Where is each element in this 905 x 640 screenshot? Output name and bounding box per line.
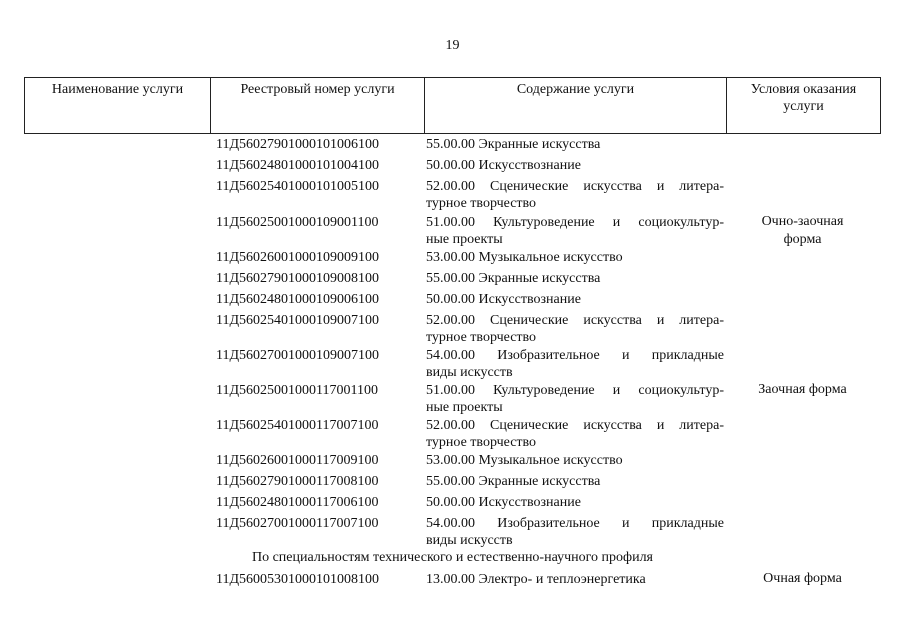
content-line: 54.00.00 Изобразительное и прикладные <box>426 348 724 363</box>
page-number: 19 <box>445 38 460 53</box>
service-content <box>426 270 724 287</box>
content-line-continued: ные проекты <box>426 232 503 247</box>
service-content <box>426 312 724 346</box>
service-content <box>426 291 724 308</box>
condition-ochno-zaochnaya <box>735 213 870 249</box>
registry-number: 11Д56024801000101004100 <box>216 158 380 173</box>
header-service-name: Наименование услуги <box>25 78 211 133</box>
header-conditions-line1: Условия оказания <box>750 82 857 97</box>
service-content <box>426 382 724 416</box>
content-line: 51.00.00 Культуроведение и социокультур- <box>426 215 724 230</box>
header-conditions <box>727 78 880 133</box>
content-line: 53.00.00 Музыкальное искусство <box>426 250 623 265</box>
content-line: 55.00.00 Экранные искусства <box>426 271 601 286</box>
content-line: 52.00.00 Сценические искусства и литера- <box>426 179 724 194</box>
registry-number: 11Д56027901000109008100 <box>216 271 380 286</box>
registry-number: 11Д56027901000117008100 <box>216 474 379 489</box>
registry-number: 11Д56027001000117007100 <box>216 516 379 531</box>
header-conditions-line2: услуги <box>783 99 824 114</box>
service-content <box>426 571 724 588</box>
content-line: 55.00.00 Экранные искусства <box>426 474 601 489</box>
content-line: 53.00.00 Музыкальное искусство <box>426 453 623 468</box>
content-line-continued: турное творчество <box>426 196 537 211</box>
content-line-continued: турное творчество <box>426 330 537 345</box>
condition-ochnaya: Очная форма <box>763 571 842 586</box>
registry-number: 11Д56026001000109009100 <box>216 250 380 265</box>
registry-number: 11Д56025401000117007100 <box>216 418 379 433</box>
registry-number: 11Д56024801000117006100 <box>216 495 379 510</box>
table-header <box>24 77 881 134</box>
content-line-continued: виды искусств <box>426 365 513 380</box>
service-content <box>426 515 724 549</box>
content-line: 50.00.00 Искусствознание <box>426 495 581 510</box>
section-title: По специальностям технического и естественно-научного профиля <box>251 550 654 565</box>
content-line-continued: ные проекты <box>426 400 503 415</box>
service-content <box>426 452 724 469</box>
registry-number: 11Д56025001000109001100 <box>216 215 379 230</box>
service-content <box>426 347 724 381</box>
registry-number: 11Д56005301000101008100 <box>216 572 380 587</box>
content-line: 55.00.00 Экранные искусства <box>426 137 601 152</box>
condition-line: Очно-заочная <box>761 214 844 229</box>
registry-number: 11Д56027901000101006100 <box>216 137 380 152</box>
service-content <box>426 157 724 174</box>
content-line: 13.00.00 Электро- и теплоэнергетика <box>426 572 646 587</box>
service-content <box>426 494 724 511</box>
content-line: 54.00.00 Изобразительное и прикладные <box>426 516 724 531</box>
content-line-continued: турное творчество <box>426 435 537 450</box>
service-content <box>426 214 724 248</box>
registry-number: 11Д56027001000109007100 <box>216 348 380 363</box>
content-line: 51.00.00 Культуроведение и социокультур- <box>426 383 724 398</box>
service-content <box>426 136 724 153</box>
registry-number: 11Д56025401000109007100 <box>216 313 380 328</box>
content-line: 50.00.00 Искусствознание <box>426 292 581 307</box>
registry-number: 11Д56026001000117009100 <box>216 453 379 468</box>
registry-number: 11Д56025401000101005100 <box>216 179 380 194</box>
header-service-content: Содержание услуги <box>425 78 727 133</box>
service-content <box>426 417 724 451</box>
content-line: 52.00.00 Сценические искусства и литера- <box>426 418 724 433</box>
condition-zaochnaya: Заочная форма <box>758 382 847 397</box>
service-content <box>426 178 724 212</box>
registry-number: 11Д56024801000109006100 <box>216 292 380 307</box>
content-line: 52.00.00 Сценические искусства и литера- <box>426 313 724 328</box>
registry-number: 11Д56025001000117001100 <box>216 383 378 398</box>
header-registry-number: Реестровый номер услуги <box>211 78 425 133</box>
condition-line: форма <box>783 232 822 247</box>
content-line: 50.00.00 Искусствознание <box>426 158 581 173</box>
service-content <box>426 249 724 266</box>
service-content <box>426 473 724 490</box>
content-line-continued: виды искусств <box>426 533 513 548</box>
